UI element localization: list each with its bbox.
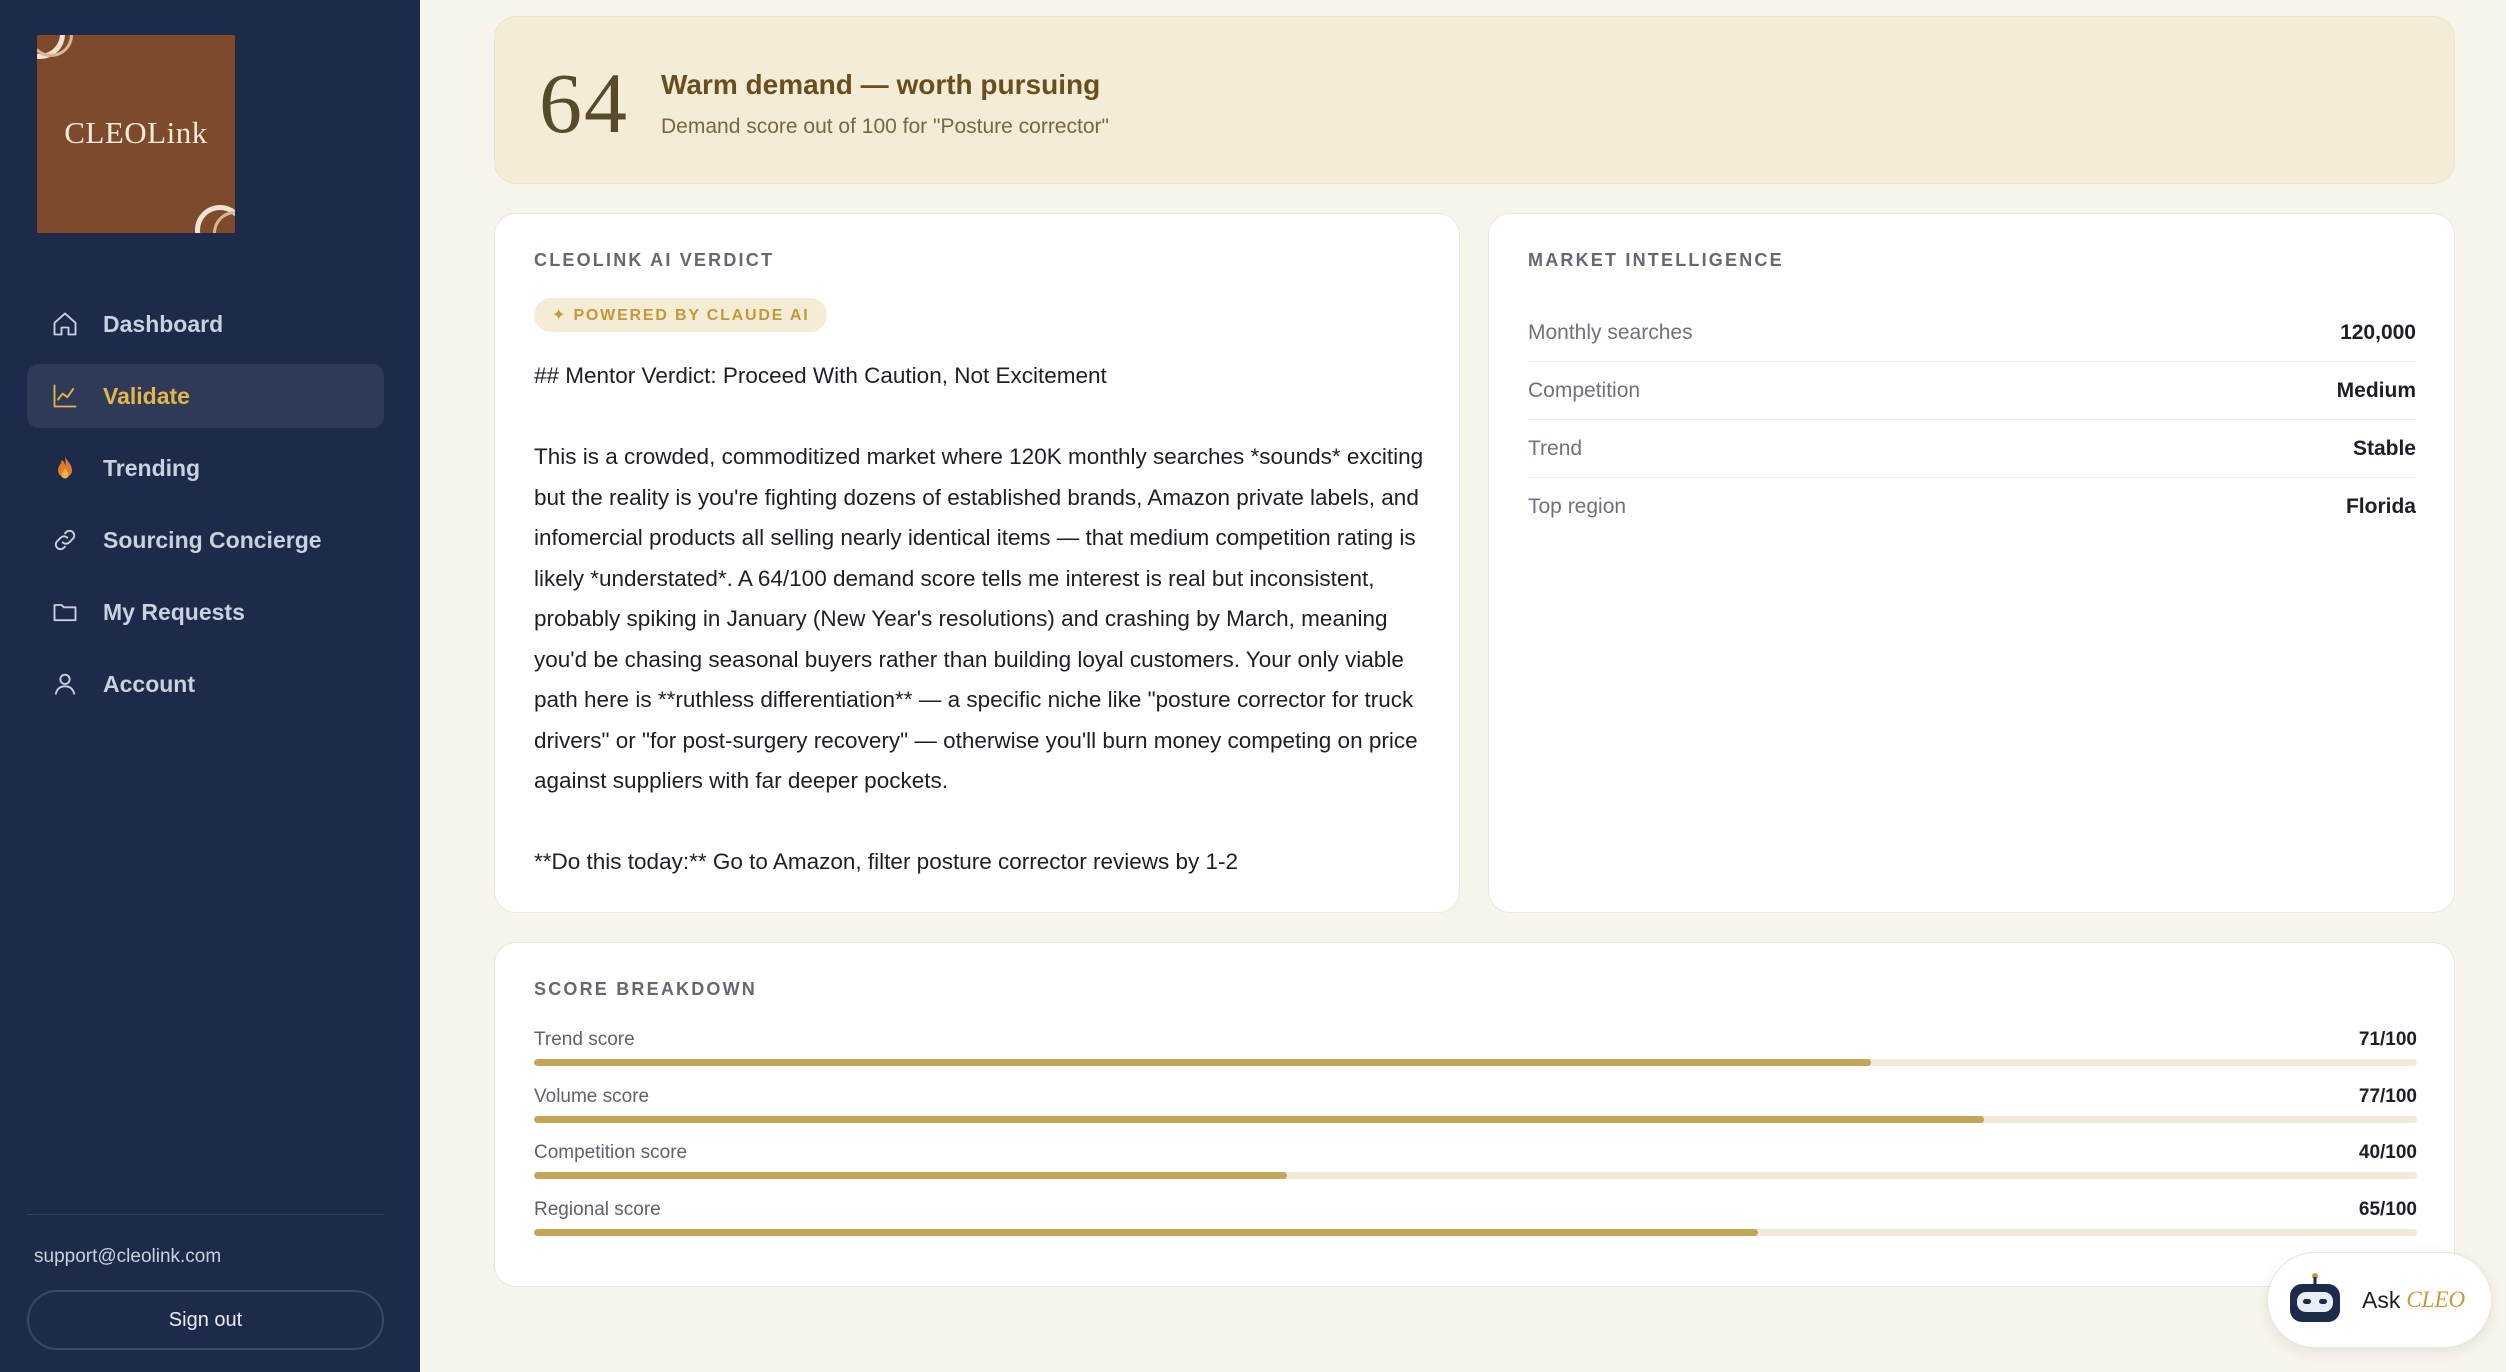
sidebar-item-label: Trending [103, 454, 201, 481]
score-row [534, 1082, 2417, 1139]
powered-by-badge: ✦ POWERED BY CLAUDE AI [534, 298, 827, 332]
support-email-link[interactable]: support@cleolink.com [34, 1246, 222, 1267]
score-progress-track [534, 1116, 2417, 1123]
score-progress-track [534, 1059, 2417, 1066]
sidebar [0, 0, 420, 1372]
verdict-heading: ## Mentor Verdict: Proceed With Caution, Not Excitement [534, 363, 1107, 388]
score-breakdown-list [534, 1025, 2417, 1251]
card-heading: MARKET INTELLIGENCE [1528, 250, 1784, 270]
score-progress-fill [534, 1059, 1871, 1066]
verdict-text [534, 356, 1434, 923]
metric-label: Competition [1528, 378, 1641, 402]
score-progress-fill [534, 1229, 1758, 1236]
score-value: 65/100 [2358, 1198, 2417, 1220]
ask-label: Ask [2362, 1286, 2401, 1313]
sidebar-item-label: Account [103, 670, 195, 697]
sidebar-item-trending[interactable] [27, 436, 384, 500]
cleolink-logo[interactable] [37, 35, 235, 233]
verdict-action: **Do this today:** Go to Amazon, filter posture corrector reviews by 1-2 [534, 849, 1239, 874]
user-icon [51, 670, 79, 698]
sign-out-button[interactable]: Sign out [27, 1290, 384, 1350]
demand-score-banner [494, 16, 2455, 184]
market-metrics-list [1528, 304, 2416, 536]
robot-icon [2286, 1271, 2344, 1329]
ask-brand: CLEO [2406, 1287, 2466, 1312]
sidebar-item-validate[interactable] [27, 364, 384, 428]
market-metric-row [1528, 362, 2416, 420]
logo-arc-icon [37, 35, 73, 57]
sidebar-divider [27, 1214, 384, 1215]
score-row [534, 1138, 2417, 1195]
sidebar-item-my-requests[interactable] [27, 580, 384, 644]
metric-value: Medium [2336, 378, 2416, 402]
sidebar-item-account[interactable] [27, 652, 384, 716]
score-progress-track [534, 1172, 2417, 1179]
sidebar-nav [27, 292, 384, 724]
score-progress-fill [534, 1172, 1287, 1179]
card-heading: CLEOLINK AI VERDICT [534, 250, 775, 270]
link-icon [51, 526, 79, 554]
verdict-body: This is a crowded, commoditized market where 120K monthly searches *sounds* exciting but the reality is you're fighting dozens of established brands, Amazon private labels, and infomercial products all selling nearly identical items — that medium competition rating is likely *understated*. A 64/100 demand score tells me interest is real but inconsistent, probably spiking in January (New Year's resolutions) and crashing by March, meaning you'd be chasing seasonal buyers rather than building loyal customers. Your only viable path here is **ruthless differentiation** — a specific niche like "posture corrector for truck drivers" or "for post-surgery recovery" — otherwise you'll burn money competing on price against suppliers with far deeper pockets. [534, 444, 1424, 793]
folder-icon [51, 598, 79, 626]
demand-score-title: Warm demand — worth pursuing [661, 69, 1101, 100]
metric-label: Monthly searches [1528, 320, 1693, 344]
ask-cleo-button[interactable] [2267, 1252, 2492, 1348]
ai-verdict-card [494, 213, 1460, 913]
metric-label: Trend [1528, 436, 1583, 460]
sidebar-item-dashboard[interactable] [27, 292, 384, 356]
score-value: 77/100 [2358, 1085, 2417, 1107]
metric-label: Top region [1528, 495, 1627, 518]
sidebar-item-label: Validate [103, 382, 190, 409]
market-metric-row [1528, 478, 2416, 536]
market-metric-row [1528, 420, 2416, 478]
sidebar-item-label: Sourcing Concierge [103, 526, 322, 553]
score-label: Volume score [534, 1085, 650, 1107]
sidebar-item-sourcing-concierge[interactable] [27, 508, 384, 572]
metric-value: 120,000 [2340, 320, 2416, 344]
sidebar-item-label: Dashboard [103, 310, 224, 337]
demand-score-subtitle: Demand score out of 100 for "Posture corrector" [661, 115, 1109, 138]
market-intelligence-card [1488, 213, 2455, 913]
score-breakdown-card [494, 942, 2455, 1287]
score-progress-fill [534, 1116, 1984, 1123]
chart-line-icon [51, 382, 79, 410]
score-row [534, 1025, 2417, 1082]
score-label: Regional score [534, 1198, 661, 1220]
market-metric-row [1528, 304, 2416, 362]
score-value: 40/100 [2358, 1142, 2417, 1163]
score-label: Trend score [534, 1029, 635, 1050]
home-icon [51, 310, 79, 338]
metric-value: Stable [2352, 436, 2416, 460]
sidebar-item-label: My Requests [103, 598, 245, 625]
metric-value: Florida [2345, 495, 2416, 518]
score-row [534, 1195, 2417, 1252]
card-heading: SCORE BREAKDOWN [534, 979, 758, 999]
score-value: 71/100 [2358, 1029, 2417, 1050]
flame-icon [51, 454, 79, 482]
demand-score-value: 64 [539, 55, 629, 151]
score-progress-track [534, 1229, 2417, 1236]
score-label: Competition score [534, 1142, 688, 1163]
logo-text: CLEOLink [64, 115, 208, 150]
